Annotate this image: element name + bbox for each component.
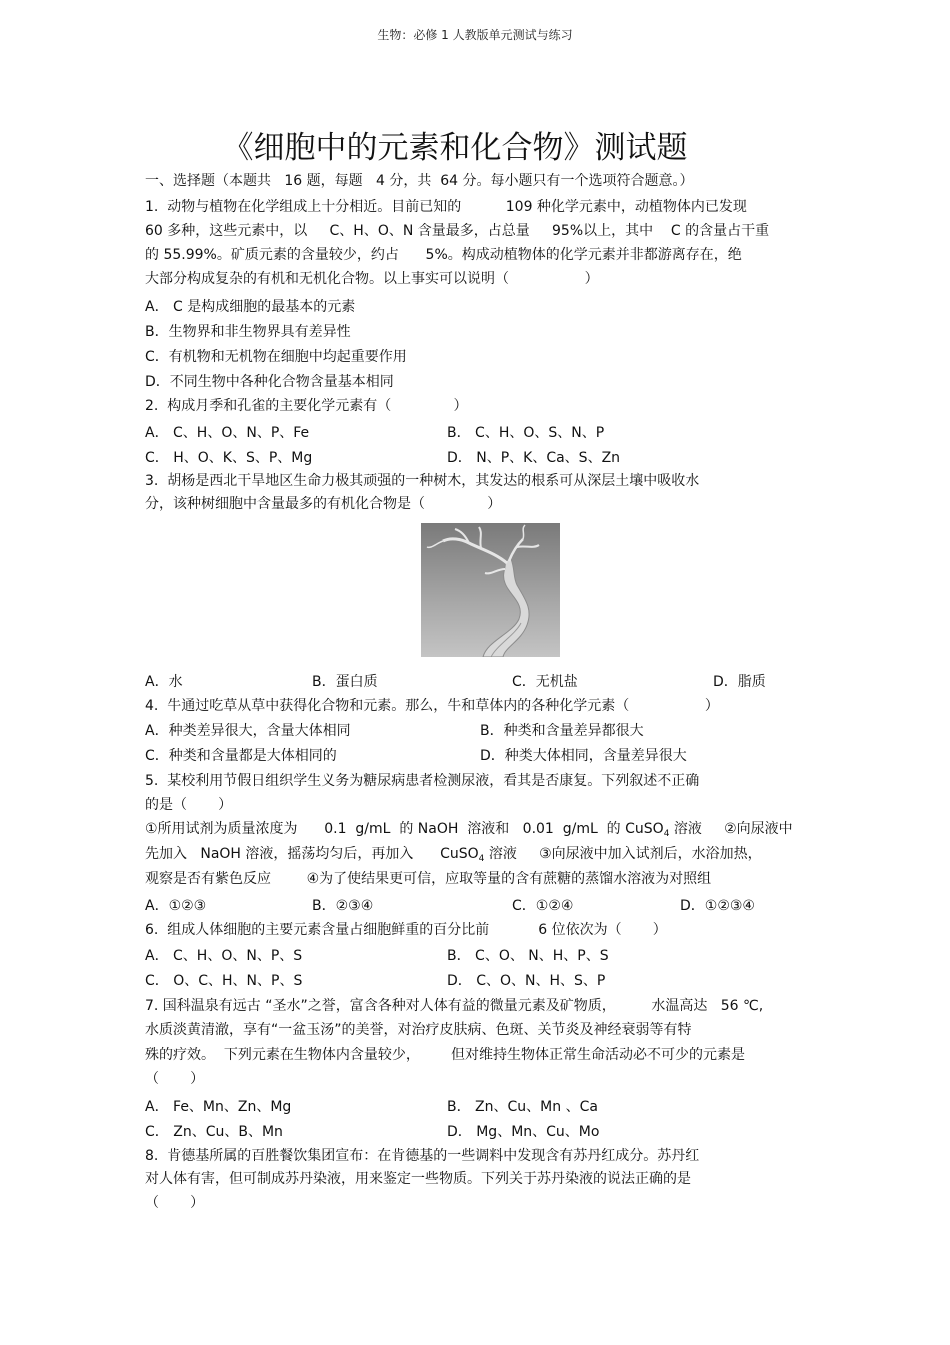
q6-option-c: C． O、C、H、N、P、S <box>145 973 303 989</box>
q7-option-d: D． Mg、Mn、Cu、Mo <box>447 1124 600 1140</box>
q3-option-c: C．无机盐 <box>512 674 578 690</box>
q2-option-c: C． H、O、K、S、P、Mg <box>145 450 313 466</box>
q5-option-b: B．②③④ <box>312 898 374 914</box>
populus-tree-photo <box>421 523 560 657</box>
q4-option-a: A．种类差异很大，含量大体相同 <box>145 723 351 739</box>
q1-stem-line1: 1. 动物与植物在化学组成上十分相近。目前已知的 109 种化学元素中，动植物体内已发现 <box>145 199 747 215</box>
q3-stem-line1: 3. 胡杨是西北干旱地区生命力极其顽强的一种树木，其发达的根系可从深层土壤中吸收水 <box>145 473 700 489</box>
q8-stem-line1: 8. 肯德基所属的百胜餐饮集团宣布：在肯德基的一些调料中发现含有苏丹红成分。苏丹红 <box>145 1148 700 1164</box>
q1-stem-line4: 大部分构成复杂的有机和无机化合物。以上事实可以说明（ ） <box>145 271 599 287</box>
q1-stem-line2: 60 多种，这些元素中，以 C、H、O、N 含量最多，占总量 95%以上，其中 C 的含量占干重 <box>145 223 770 239</box>
q5-option-c: C．①②④ <box>512 898 574 914</box>
q3-option-d: D．脂质 <box>713 674 766 690</box>
q1-option-c: C．有机物和无机物在细胞中均起重要作用 <box>145 349 407 365</box>
q8-stem-line2: 对人体有害，但可制成苏丹染液，用来鉴定一些物质。下列关于苏丹染液的说法正确的是 <box>145 1171 691 1187</box>
q7-stem-line2: 水质淡黄清澈，享有“一盆玉汤”的美誉，对治疗皮肤病、色斑、关节炎及神经衰弱等有特 <box>145 1022 692 1038</box>
page-header: 生物：必修 1 人教版单元测试与练习 <box>377 28 573 42</box>
q5-option-a: A．①②③ <box>145 898 207 914</box>
q5-stem-line2: 的是（ ） <box>145 797 233 813</box>
q7-option-c: C． Zn、Cu、B、Mn <box>145 1124 283 1140</box>
q2-stem: 2. 构成月季和孔雀的主要化学元素有（ ） <box>145 398 468 414</box>
q2-option-b: B． C、H、O、S、N、P <box>447 425 605 441</box>
q1-option-a: A． C 是构成细胞的最基本的元素 <box>145 299 356 315</box>
q7-stem-line4: （ ） <box>145 1071 205 1087</box>
q5-option-d: D．①②③④ <box>680 898 755 914</box>
q3-stem-line2: 分，该种树细胞中含量最多的有机化合物是（ ） <box>145 496 502 512</box>
q7-stem-line3: 殊的疗效。 下列元素在生物体内含量较少， 但对维持生物体正常生命活动必不可少的元素是 <box>145 1047 746 1063</box>
q7-option-a: A． Fe、Mn、Zn、Mg <box>145 1099 292 1115</box>
q7-stem-line1: 7. 国科温泉有远古 “圣水”之誉，富含各种对人体有益的微量元素及矿物质， 水温高达 56 ℃, <box>145 998 764 1014</box>
q4-option-d: D．种类大体相同，含量差异很大 <box>480 748 687 764</box>
q5-stem-line1: 5. 某校利用节假日组织学生义务为糖尿病患者检测尿液，看其是否康复。下列叙述不正确 <box>145 773 700 789</box>
q6-option-d: D． C、O、N、H、S、P <box>447 973 606 989</box>
q3-option-b: B．蛋白质 <box>312 674 378 690</box>
q1-option-d: D．不同生物中各种化合物含量基本相同 <box>145 374 394 390</box>
q2-option-a: A． C、H、O、N、P、Fe <box>145 425 310 441</box>
q7-option-b: B． Zn、Cu、Mn 、Ca <box>447 1099 598 1115</box>
section-heading: 一、选择题（本题共 16 题，每题 4 分，共 64 分。每小题只有一个选项符合题意。） <box>145 173 694 189</box>
q1-option-b: B．生物界和非生物界具有差异性 <box>145 324 351 340</box>
q6-option-b: B． C、O、 N、H、P、S <box>447 948 609 964</box>
q6-stem: 6. 组成人体细胞的主要元素含量占细胞鲜重的百分比前 6 位依次为（ ） <box>145 922 667 938</box>
q4-option-b: B．种类和含量差异都很大 <box>480 723 644 739</box>
q2-option-d: D． N、P、K、Ca、S、Zn <box>447 450 621 466</box>
q5-statement-line2: 先加入 NaOH 溶液，摇荡均匀后，再加入 CuSO$_4$ 溶液 ③向尿液中加入试剂后，水浴加热， <box>145 846 762 864</box>
q6-option-a: A． C、H、O、N、P、S <box>145 948 303 964</box>
q5-statement-line3: 观察是否有紫色反应 ④为了使结果更可信，应取等量的含有蔗糖的蒸馏水溶液为对照组 <box>145 871 712 887</box>
page-title: 《细胞中的元素和化合物》测试题 <box>222 130 688 166</box>
q8-stem-line3: （ ） <box>145 1195 205 1211</box>
q5-statement-line1: ①所用试剂为质量浓度为 0.1 g/mL 的 NaOH 溶液和 0.01 g/mL 的 CuSO$_4$ 溶液 ②向尿液中 <box>145 821 793 839</box>
q3-option-a: A．水 <box>145 674 183 690</box>
q1-stem-line3: 的 55.99%。矿质元素的含量较少，约占 5%。构成动植物体的化学元素并非都游离存在，绝 <box>145 247 742 263</box>
q4-option-c: C．种类和含量都是大体相同的 <box>145 748 337 764</box>
q4-stem: 4. 牛通过吃草从草中获得化合物和元素。那么，牛和草体内的各种化学元素（ ） <box>145 698 719 714</box>
